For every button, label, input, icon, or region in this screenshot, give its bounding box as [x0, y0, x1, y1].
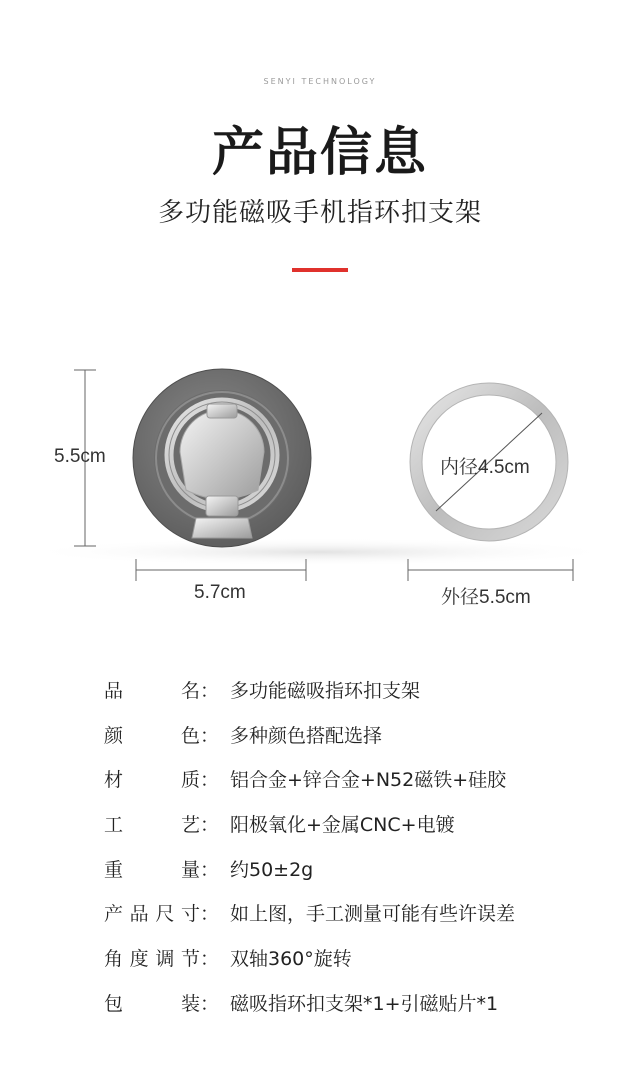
spec-colon: ：	[200, 724, 220, 747]
spec-row-color	[104, 721, 604, 766]
spec-key: 品 名	[104, 680, 200, 702]
spec-list	[104, 676, 604, 1034]
brand-label: SENYI TECHNOLOGY	[263, 77, 377, 86]
spec-colon: ：	[200, 680, 220, 702]
spec-row-material	[104, 765, 604, 810]
spec-value: 阳极氧化+金属CNC+电镀	[230, 814, 455, 837]
spec-row-name	[104, 676, 604, 721]
accent-divider	[292, 268, 348, 272]
spec-value: 多种颜色搭配选择	[230, 724, 383, 747]
spec-row-package	[104, 989, 604, 1034]
spec-value: 约50±2g	[230, 858, 314, 881]
spec-colon: ：	[200, 814, 220, 837]
spec-key: 工 艺	[104, 814, 200, 837]
spec-key: 材 质	[104, 769, 200, 792]
spec-value: 磁吸指环扣支架*1+引磁贴片*1	[230, 992, 499, 1015]
spec-colon: ：	[200, 769, 220, 792]
product-dimension-figure	[0, 340, 640, 620]
spec-colon: ：	[200, 948, 220, 971]
dimension-drawing	[0, 340, 640, 620]
floor-shadow	[20, 538, 620, 566]
spec-row-weight	[104, 855, 604, 900]
spec-colon: ：	[200, 858, 220, 881]
outer-diameter-label: 外径5.5cm	[441, 587, 531, 608]
page-title: 产品信息	[211, 123, 428, 183]
spec-key: 包 装	[104, 992, 200, 1015]
spec-value: 如上图，手工测量可能有些许误差	[230, 903, 516, 926]
ring-holder-icon	[133, 369, 311, 547]
spec-value: 双轴360°旋转	[230, 948, 352, 971]
spec-key: 角 度 调 节	[104, 948, 200, 971]
spec-colon: ：	[200, 903, 220, 926]
width-label: 5.7cm	[194, 582, 246, 603]
height-label: 5.5cm	[54, 446, 106, 467]
spec-value: 铝合金+锌合金+N52磁铁+硅胶	[230, 769, 507, 792]
spec-key: 颜 色	[104, 724, 200, 747]
spec-value: 多功能磁吸指环扣支架	[230, 680, 421, 702]
inner-diameter-label: 内径4.5cm	[440, 457, 530, 478]
spec-row-angle	[104, 944, 604, 989]
spec-key: 产 品 尺 寸	[104, 903, 200, 926]
spec-row-process	[104, 810, 604, 855]
spec-row-size	[104, 899, 604, 944]
spec-colon: ：	[200, 992, 220, 1015]
page-subtitle: 多功能磁吸手机指环扣支架	[157, 198, 482, 228]
spec-key: 重 量	[104, 858, 200, 881]
